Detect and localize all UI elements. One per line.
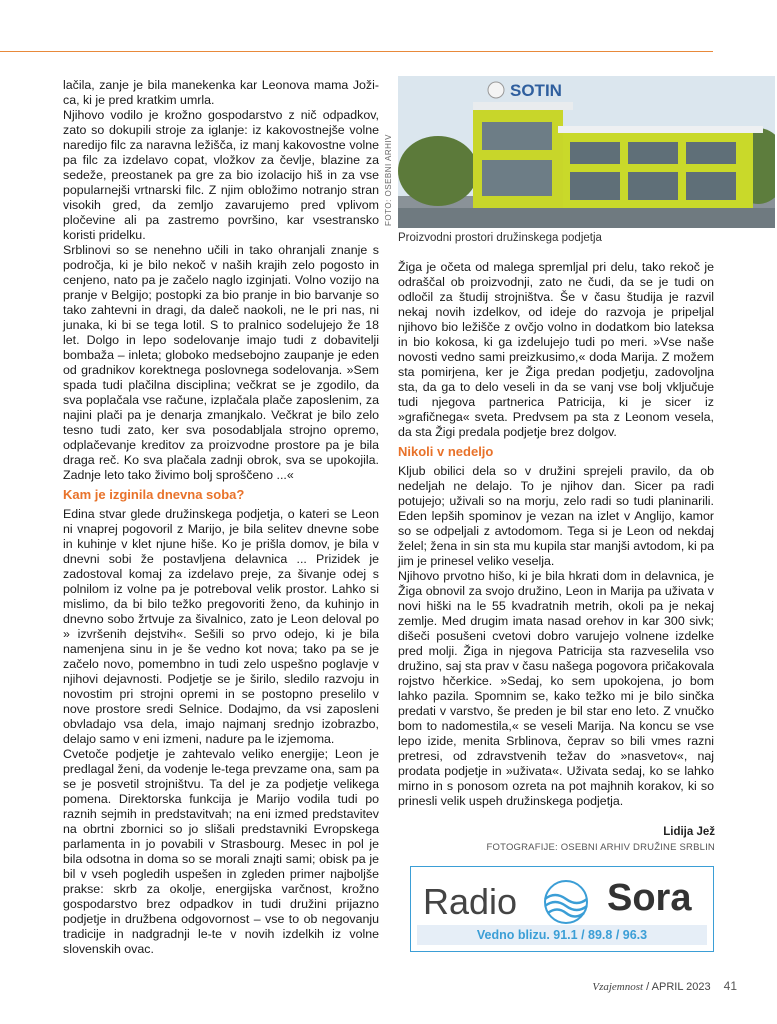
article-left-column: [63, 78, 379, 957]
paragraph: lačila, zanje je bila manekenka kar Leonova mama Joži-ca, ki je pred kratkim umrla.: [63, 78, 379, 107]
photo-credit-line: FOTOGRAFIJE: OSEBNI ARHIV DRUŽINE SRBLIN: [486, 842, 715, 853]
paragraph: Cvetoče podjetje je zahtevalo veliko energije; Leon je predlagal ženi, da vodenje le-tega prevzame ona, sam pa se je posvetil strojništvu. Ta del je za podjetje velikega pomena. Direktorska funkcija je Marijo vodila tudi po raznih sejmih in predstavitvah; na eni izmed predstavitev na obrtni zbornici so jo slišali predstavniki Evropskega parlamenta in jo povabili v Strasbourg. Mesec in pol je bila odsotna in doma so se morali znajti sami; obisk pa je bil v vseh pogledih uspešen in zgleden primer najboljše prakse: skrb za okolje, energijska varčnost, krožno gospodarstvo brez odpadkov in tudi družini prijazno podjetje in družbena odgovornost – vse to ob negovanju tradicije in nadgradnji le-te v novih izdelkih iz volne slovenskih ovac.: [63, 747, 379, 956]
building-illustration: [398, 76, 775, 228]
ad-brand-radio: Radio: [423, 881, 518, 922]
page-number: 41: [723, 979, 737, 993]
paragraph: Njihovo prvotno hišo, ki je bila hkrati dom in delavnica, je Žiga obnovil za svojo družino, Leon in Marija pa uživata v novi hiški na le 55 kvadratnih metrih, okoli pa je nekaj zemlje. Med drugim imata nasad orehov in kar 300 sivk; dišeči posušeni cvetovi dobro varujejo volnene izdelke pred molji. Žiga in njegova Patricija sta razveselila vso družino, saj sta prav v času našega pogovora pričakovala rojstvo hčerkice. »Sedaj, ko sem upokojena, jo bom lahko pazila. Spomnim se, kako težko mi je bilo sinčka predati v varstvo, še preden je bil star eno leto. Z vnučko bom to nadomestila,« se veseli Marija. Na koncu se vse lepo izide, menita Srblinova, čeprav so bili vmes razni pretresi, od zdravstvenih težav do »nasvetov«, naj prodata podjetje in »uživata«. Uživata sedaj, ko se lahko mirno in s ponosom ozreta na pot majhnih korakov, ki so prinesli velik uspeh družinskega podjetja.: [398, 569, 714, 808]
top-rule: [0, 51, 713, 52]
photo-credit: FOTO: OSEBNI ARHIV: [384, 134, 393, 226]
article-right-column: [398, 260, 714, 809]
author-name: Lidija Jež: [663, 826, 715, 838]
paragraph: Kljub obilici dela so v družini sprejeli pravilo, da ob nedeljah ne delajo. To je njihov dan. Sicer pa radi potujejo; uživali so na morju, zelo radi so tudi planinarili. Eden lepših spominov je vezan na izlet v Anglijo, kamor so se odpeljali z avtodomom. Tega si je Leon od nekdaj želel; žena in sin sta mu kupila star manjši avtodom, ki pa jim je prinesel veliko veselja.: [398, 464, 714, 568]
photo-caption: Proizvodni prostori družinskega podjetja: [398, 232, 602, 244]
ad-tagline: Vedno blizu. 91.1 / 89.8 / 96.3: [417, 925, 707, 945]
radio-sora-ad[interactable]: [410, 866, 714, 952]
paragraph: Njihovo vodilo je krožno gospodarstvo z nič odpadkov, zato so dokupili stroje za iglanje: iz kakovostnejše volne naredijo filc za naravna ležišča, iz manj kakovostne volne pa filc za izdelavo copat, vložkov za čevlje, blazine za sedeže, preostanek pa gre za bio izolacijo hiš in za vse popularnejši vrtnarski filc. Z njim obložimo notranjo stran visokih gred, da zemljo zavarujemo pred vplivom pločevine ali pa zastremo površino, kar vsestransko koristi pridelku.: [63, 108, 379, 242]
sign-text: SOTIN: [510, 81, 562, 100]
building-photo: [398, 76, 775, 228]
section-heading: Kam je izginila dnevna soba?: [63, 487, 245, 502]
footer-separator: /: [646, 981, 652, 993]
paragraph: Srblinovi so se nenehno učili in tako ohranjali znanje s področja, ki je bilo nekoč v naših krajih zelo pogosto in cenjeno, nato pa je začelo naglo izginjati. Volno vozijo na pranje v Belgijo; postopki za bio pranje in bio barvanje so tako zahtevni in dragi, da daleč naokoli, ne le pri nas, ni junaka, ki bi se tega lotil. S to pralnico sodelujejo že 18 let. Dolgo in lepo sodelovanje imajo tudi z dobavitelji bombaža – inleta; globoko medsebojno zaupanje je eden od gradnikov korektnega poslovnega sodelovanja. »Sem spada tudi plačilna disciplina; večkrat se je zgodilo, da sva poplačala vse račune, izplačala plače zaposlenim, za najini plači pa je denarja zmanjkalo. Večkrat je bilo zelo tesno tudi zato, ker sva posodabljala strojno opremo, odplačevanje kreditov za proizvodne prostore pa je bila draga reč. Ko sva plačala zadnji obrok, sva se upokojila. Zadnje leto tako živimo bolj sproščeno ...«: [63, 243, 379, 482]
paragraph: Edina stvar glede družinskega podjetja, o kateri se Leon ni vnaprej pogovoril z Marijo, je bila selitev dnevne sobe in kuhinje v klet njune hiše. Ko je prišla domov, je bila v dnevni sobi že postavljena delavnica ... Prizidek je zadostoval komaj za izdelavo preje, za šivanje odej s polnilom iz volne pa je potreboval velik prostor. Lahko si mislimo, da bi bilo težko pregovoriti ženo, da kuhinjo in dnevno sobo žrtvuje za šivalnico, zato je Leon deloval po » izvršenih dejstvih«. Sešili so prvo odejo, ki je bila namenjena sinu in je še vedno kot nova; tako pa se je začelo novo, pomembno in tudi zelo uspešno poglavje v njihovi dejavnosti. Podjetje se je širilo, sledilo razvoju in novostim pri strojni opremi in se postopno preselilo v nove prostore sredi Selnice. Dodajmo, da vsi zaposleni obvladajo vsa dela, imajo najmanj srednjo izobrazbo, delajo samo v eni izmeni, nadure pa le izjemoma.: [63, 507, 379, 746]
ad-brand-sora: Sora: [607, 877, 692, 919]
issue-date: APRIL 2023: [651, 981, 711, 993]
wave-icon: [531, 879, 601, 925]
paragraph: Žiga je očeta od malega spremljal pri delu, tako rekoč je odraščal ob proizvodnji, zato ne čudi, da se je tudi on odločil za študij strojništva. Še v času študija je razvil nekaj novih izdelkov, od ideje do razvoja je pripeljal njihovo bio ležišče z ovčjo volno in dodatkom bio lateksa in bio kokosa, ki ga izdelujejo tudi po meri. »Vse naše novosti vedno sami preizkusimo,« doda Marija. Z možem sta pomirjena, ker je Žiga predan podjetju, zadovoljna sta, da ga to delo veseli in da se vanj vse bolj vključuje tudi njegova partnerica Patricija, ki je sicer iz »grafičnega« sveta. Predvsem pa sta z Leonom vesela, da sta Žigi predala podjetje brez dolgov.: [398, 260, 714, 439]
page-footer: [592, 979, 737, 993]
section-heading: Nikoli v nedeljo: [398, 444, 494, 459]
magazine-name: Vzajemnost: [592, 981, 644, 993]
